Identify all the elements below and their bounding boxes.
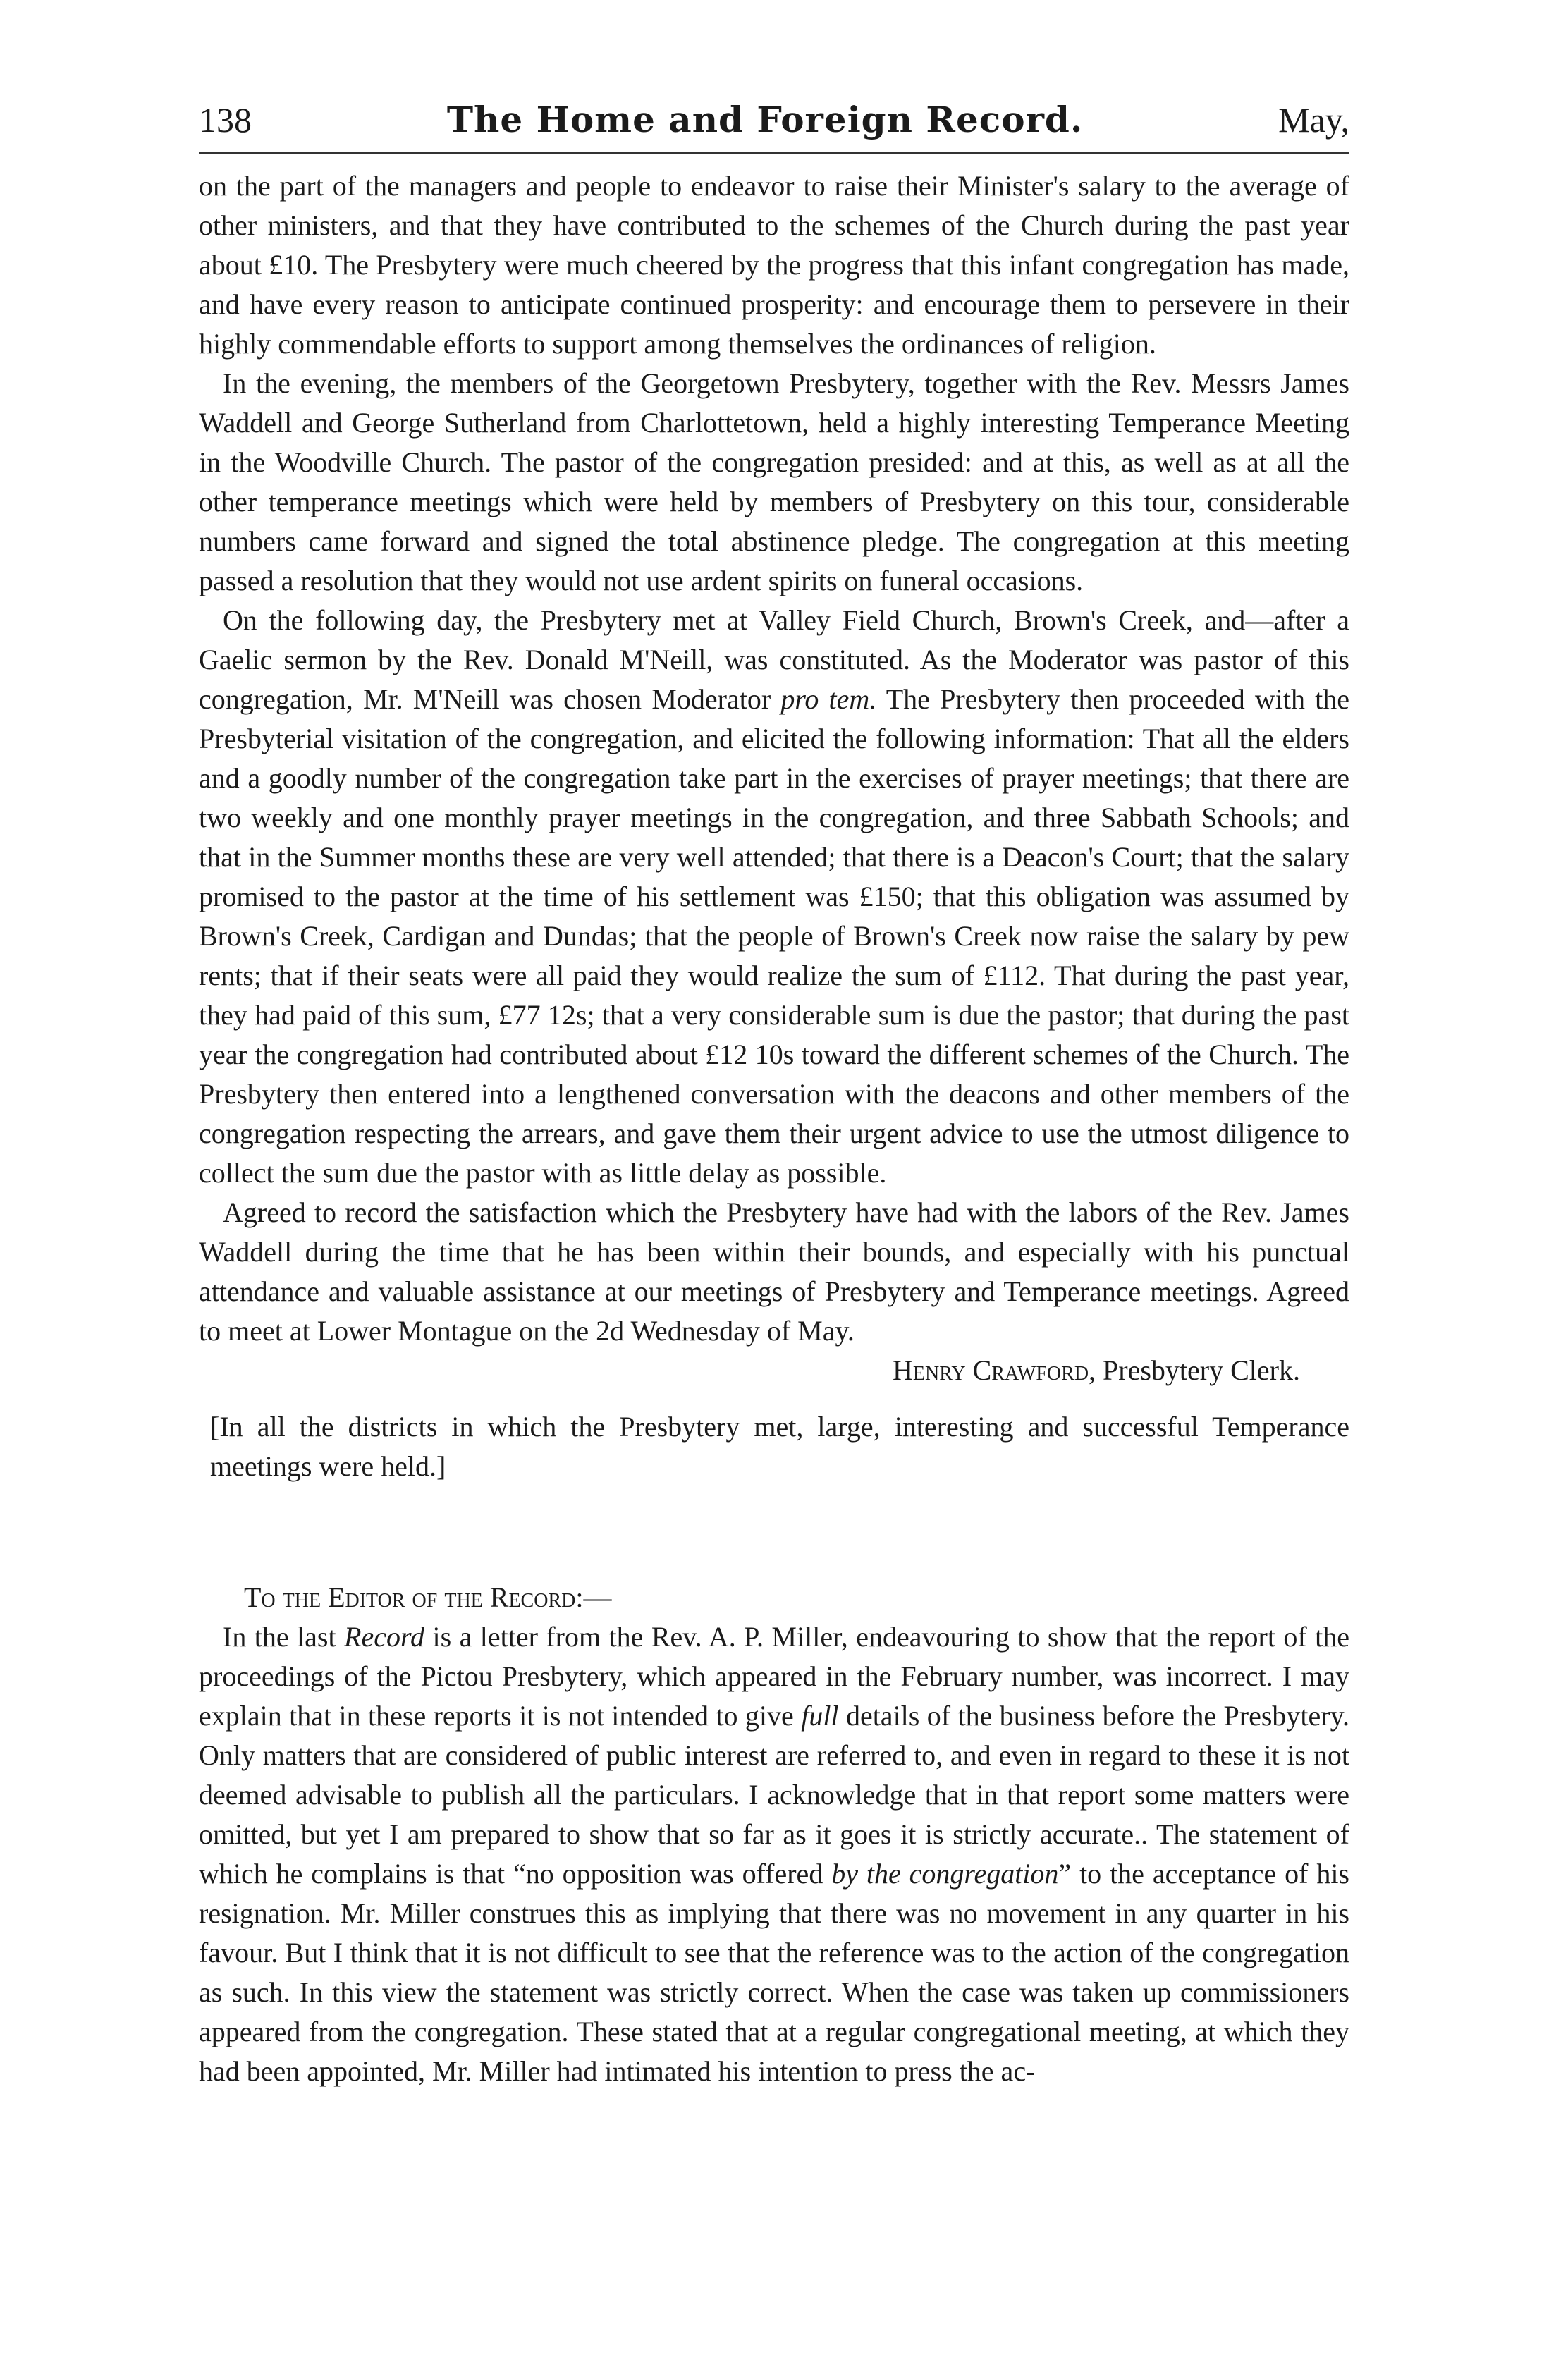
letter-text-a: In the last	[223, 1621, 345, 1653]
signature-line	[199, 1351, 1349, 1390]
paragraph-agreed: Agreed to record the satisfaction which the Presbytery have had with the labors of the Rev. James Waddell during the time that he has been within their bounds, and especially with his punctual attendance and valuable assistance at our meetings of Presbytery and Temperance meetings. Agreed to meet at Lower Montague on the 2d Wednesday of May.	[199, 1196, 1349, 1347]
editorial-note: [In all the districts in which the Presbytery met, large, interesting and successful Temperance meetings were held.]	[210, 1411, 1349, 1482]
visitation-text-b: The Presbytery then proceeded with the Presbyterial visitation of the congregation, and elicited the following information: That all the elders and a goodly number of the congregation take part in the exercises of prayer meetings; that there are two weekly and one monthly prayer meetings in the congregation, and three Sabbath Schools; and that in the Summer months these are very well attended; that there is a Deacon's Court; that the salary promised to the pastor at the time of his settlement was £150; that this obligation was assumed by Brown's Creek, Cardigan and Dundas; that the people of Brown's Creek now raise the salary by pew rents; that if their seats were all paid they would realize the sum of £112. That during the past year, they had paid of this sum, £77 12s; that a very considerable sum is due the pastor; that during the past year the congregation had contributed about £12 10s toward the different schemes of the Church. The Presbytery then entered into a lengthened conversation with the deacons and other members of the congregation respecting the arrears, and gave them their urgent advice to use the utmost diligence to collect the sum due the pastor with as little delay as possible.	[199, 683, 1349, 1189]
page-number: 138	[199, 100, 252, 140]
paragraph-continuation: on the part of the managers and people to endeavor to raise their Minister's salary to the average of other ministers, and that they have contributed to the schemes of the Church during the past year about £10. The Presbytery were much cheered by the progress that this infant congregation has made, and have every reason to anticipate continued prosperity: and encourage them to persevere in their highly commendable efforts to support among themselves the ordinances of religion.	[199, 170, 1349, 360]
signature-name: Henry Crawford,	[893, 1354, 1096, 1386]
article-body	[199, 166, 1349, 2091]
signature-role: Presbytery Clerk.	[1096, 1354, 1300, 1386]
record-italic: Record	[344, 1621, 425, 1653]
paragraph-visitation	[199, 601, 1349, 1193]
full-italic: full	[801, 1700, 839, 1732]
letter-text-d: ” to the acceptance of his resignation. Mr. Miller construes this as implying that there was no movement in any quarter in his favour. But I think that it is not difficult to see that the reference was to the action of the congregation as such. In this view the statement was strictly correct. When the case was taken up commissioners appeared from the congregation. These stated that at a regular congregational meeting, at which they had been appointed, Mr. Miller had intimated his intention to press the ac-	[199, 1858, 1349, 2087]
letter-paragraph	[199, 1617, 1349, 2091]
letter-salutation: To the Editor of the Record:—	[244, 1581, 612, 1613]
visitation-text-a: On the following day, the Presbytery met at Valley Field Church, Brown's Creek, and—after a Gaelic sermon by the Rev. Donald M'Neill, was constituted. As the Moderator was pastor of this congregation, Mr. M'Neill was chosen Moderator	[199, 604, 1349, 715]
issue-month: May,	[1278, 100, 1349, 140]
by-congregation-italic: by the congregation	[831, 1858, 1059, 1890]
letter-text-b: is a letter from the Rev. A. P. Miller, endeavouring to show that the report of the proceedings of the Pictou Presbytery, which appeared in the February number, was incorrect. I may explain that in these reports it is not intended to give	[199, 1621, 1350, 1732]
journal-title: The Home and Foreign Record.	[446, 99, 1084, 140]
pro-tem-italic: pro tem.	[780, 683, 877, 715]
running-header	[199, 99, 1349, 154]
letter-text-c: details of the business before the Presbytery. Only matters that are considered of public interest are referred to, and even in regard to these it is not deemed advisable to publish all the particulars. I acknowledge that in that report some matters were omitted, but yet I am prepared to show that so far as it goes it is strictly accurate.. The statement of which he complains is that “no opposition was offered	[199, 1700, 1349, 1890]
paragraph-temperance-meeting: In the evening, the members of the Georgetown Presbytery, together with the Rev. Messrs James Waddell and George Sutherland from Charlottetown, held a highly interesting Temperance Meeting in the Woodville Church. The pastor of the congregation presided: and at this, as well as at all the other temperance meetings which were held by members of Presbytery on this tour, considerable numbers came forward and signed the total abstinence pledge. The congregation at this meeting passed a resolution that they would not use ardent spirits on funeral occasions.	[199, 367, 1349, 596]
